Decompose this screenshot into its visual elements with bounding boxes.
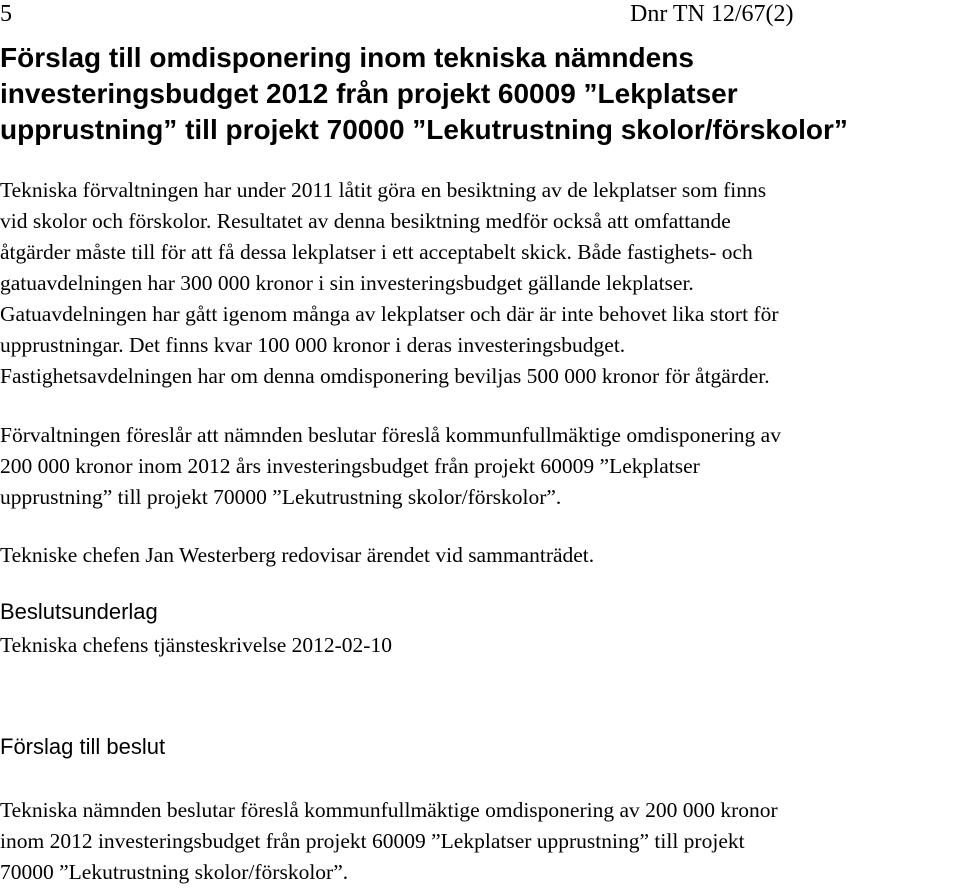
text-line: Tekniska förvaltningen har under 2011 låtit göra en besiktning av de lekplatser som finns xyxy=(0,178,767,202)
text-line: inom 2012 investeringsbudget från projekt 60009 ”Lekplatser upprustning” till projekt xyxy=(0,829,745,853)
text-line: 200 000 kronor inom 2012 års investeringsbudget från projekt 60009 ”Lekplatser xyxy=(0,454,700,478)
title-line: upprustning” till projekt 70000 ”Lekutrustning skolor/förskolor” xyxy=(0,114,848,145)
heading-forslag-till-beslut: Förslag till beslut xyxy=(0,734,166,759)
text-line: Tekniske chefen Jan Westerberg redovisar ärendet vid sammanträdet. xyxy=(0,543,595,567)
text-line: Förvaltningen föreslår att nämnden beslutar föreslå kommunfullmäktige omdisponering av xyxy=(0,423,781,447)
title-line: Förslag till omdisponering inom tekniska nämndens xyxy=(0,42,694,73)
document-reference: Dnr TN 12/67(2) xyxy=(630,1,794,27)
paragraph-proposal xyxy=(0,420,960,513)
text-line: Gatuavdelningen har gått igenom många av lekplatser och där är inte behovet lika stort för xyxy=(0,302,779,326)
text-line: Tekniska nämnden beslutar föreslå kommunfullmäktige omdisponering av 200 000 kronor xyxy=(0,798,778,822)
paragraph-presentation xyxy=(0,540,960,571)
page-number: 5 xyxy=(0,1,12,27)
text-line: åtgärder måste till för att få dessa lekplatser i ett acceptabelt skick. Både fastighets- och xyxy=(0,240,753,264)
beslutsunderlag-text xyxy=(0,630,960,661)
paragraph-background xyxy=(0,175,960,392)
paragraph-decision-proposal xyxy=(0,795,960,888)
text-line: Tekniska chefens tjänsteskrivelse 2012-02-10 xyxy=(0,633,392,657)
document-title xyxy=(0,40,960,148)
text-line: Fastighetsavdelningen har om denna omdisponering beviljas 500 000 kronor för åtgärder. xyxy=(0,364,770,388)
text-line: 70000 ”Lekutrustning skolor/förskolor”. xyxy=(0,860,349,884)
text-line: upprustning” till projekt 70000 ”Lekutrustning skolor/förskolor”. xyxy=(0,485,562,509)
title-line: investeringsbudget 2012 från projekt 60009 ”Lekplatser xyxy=(0,78,738,109)
text-line: gatuavdelningen har 300 000 kronor i sin investeringsbudget gällande lekplatser. xyxy=(0,271,694,295)
text-line: upprustningar. Det finns kvar 100 000 kronor i deras investeringsbudget. xyxy=(0,333,626,357)
page-header xyxy=(0,0,960,30)
heading-beslutsunderlag: Beslutsunderlag xyxy=(0,599,158,624)
text-line: vid skolor och förskolor. Resultatet av denna besiktning medför också att omfattande xyxy=(0,209,731,233)
